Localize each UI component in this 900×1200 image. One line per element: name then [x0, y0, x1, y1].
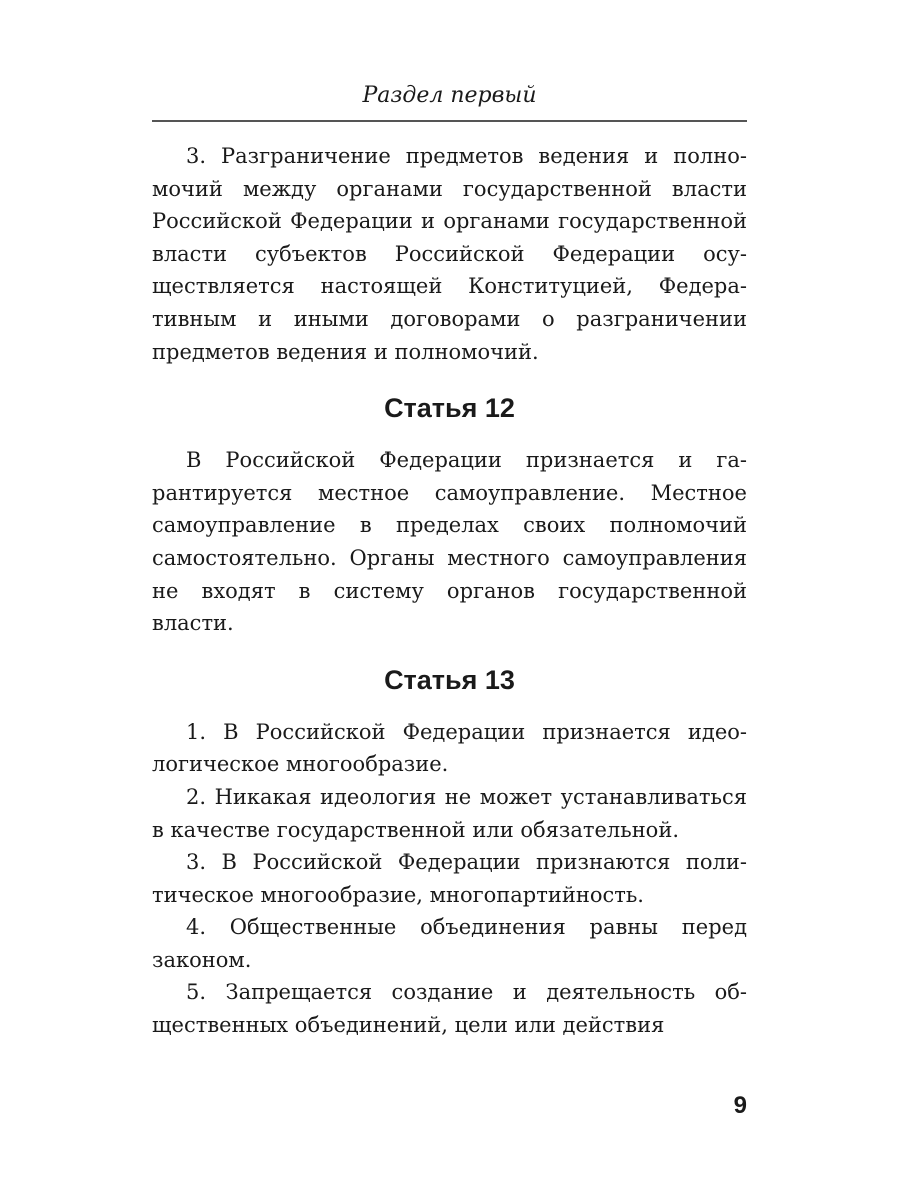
paragraph-article13-part1: 1. В Российской Федерации признается идеологическое многообразие. — [152, 719, 747, 777]
running-head: Раздел первый — [362, 83, 537, 108]
paragraph-article12: В Российской Федерации признается и гарантируется местное самоуправление. Местное самоуправление в пределах своих полномочий самостоятельно. Органы местного самоуправления не входят в систему органов государственной власти. — [152, 448, 747, 636]
paragraph-article13-part4: 4. Общественные объединения равны перед законом. — [152, 915, 747, 972]
page-number: 9 — [733, 1092, 747, 1119]
article-13-heading: Статья 13 — [384, 664, 515, 695]
spacer — [152, 698, 747, 716]
paragraph-article13-part5: 5. Запрещается создание и деятельность общественных объединений, цели или действия — [152, 980, 747, 1038]
spacer — [152, 640, 747, 662]
paragraph-article13-part3: 3. В Российской Федерации признаются политическое многообразие, многопартийность. — [152, 850, 747, 907]
page-body — [152, 140, 747, 1042]
spacer — [152, 426, 747, 444]
spacer — [152, 368, 747, 390]
paragraph-article13-part2: 2. Никакая идеология не может устанавливаться в качестве государственной или обязательной. — [152, 784, 747, 842]
paragraph-article11-part3: 3. Разграничение предметов ведения и полномочий между органами государственной власти Российской Федерации и органами государственной власти субъектов Российской Федерации осуществляется настоящей Конституцией, Федеративным и иными договорами о разграничении предметов ведения и полномочий. — [152, 144, 747, 364]
article-12-heading: Статья 12 — [384, 393, 515, 424]
header-rule — [152, 120, 747, 122]
